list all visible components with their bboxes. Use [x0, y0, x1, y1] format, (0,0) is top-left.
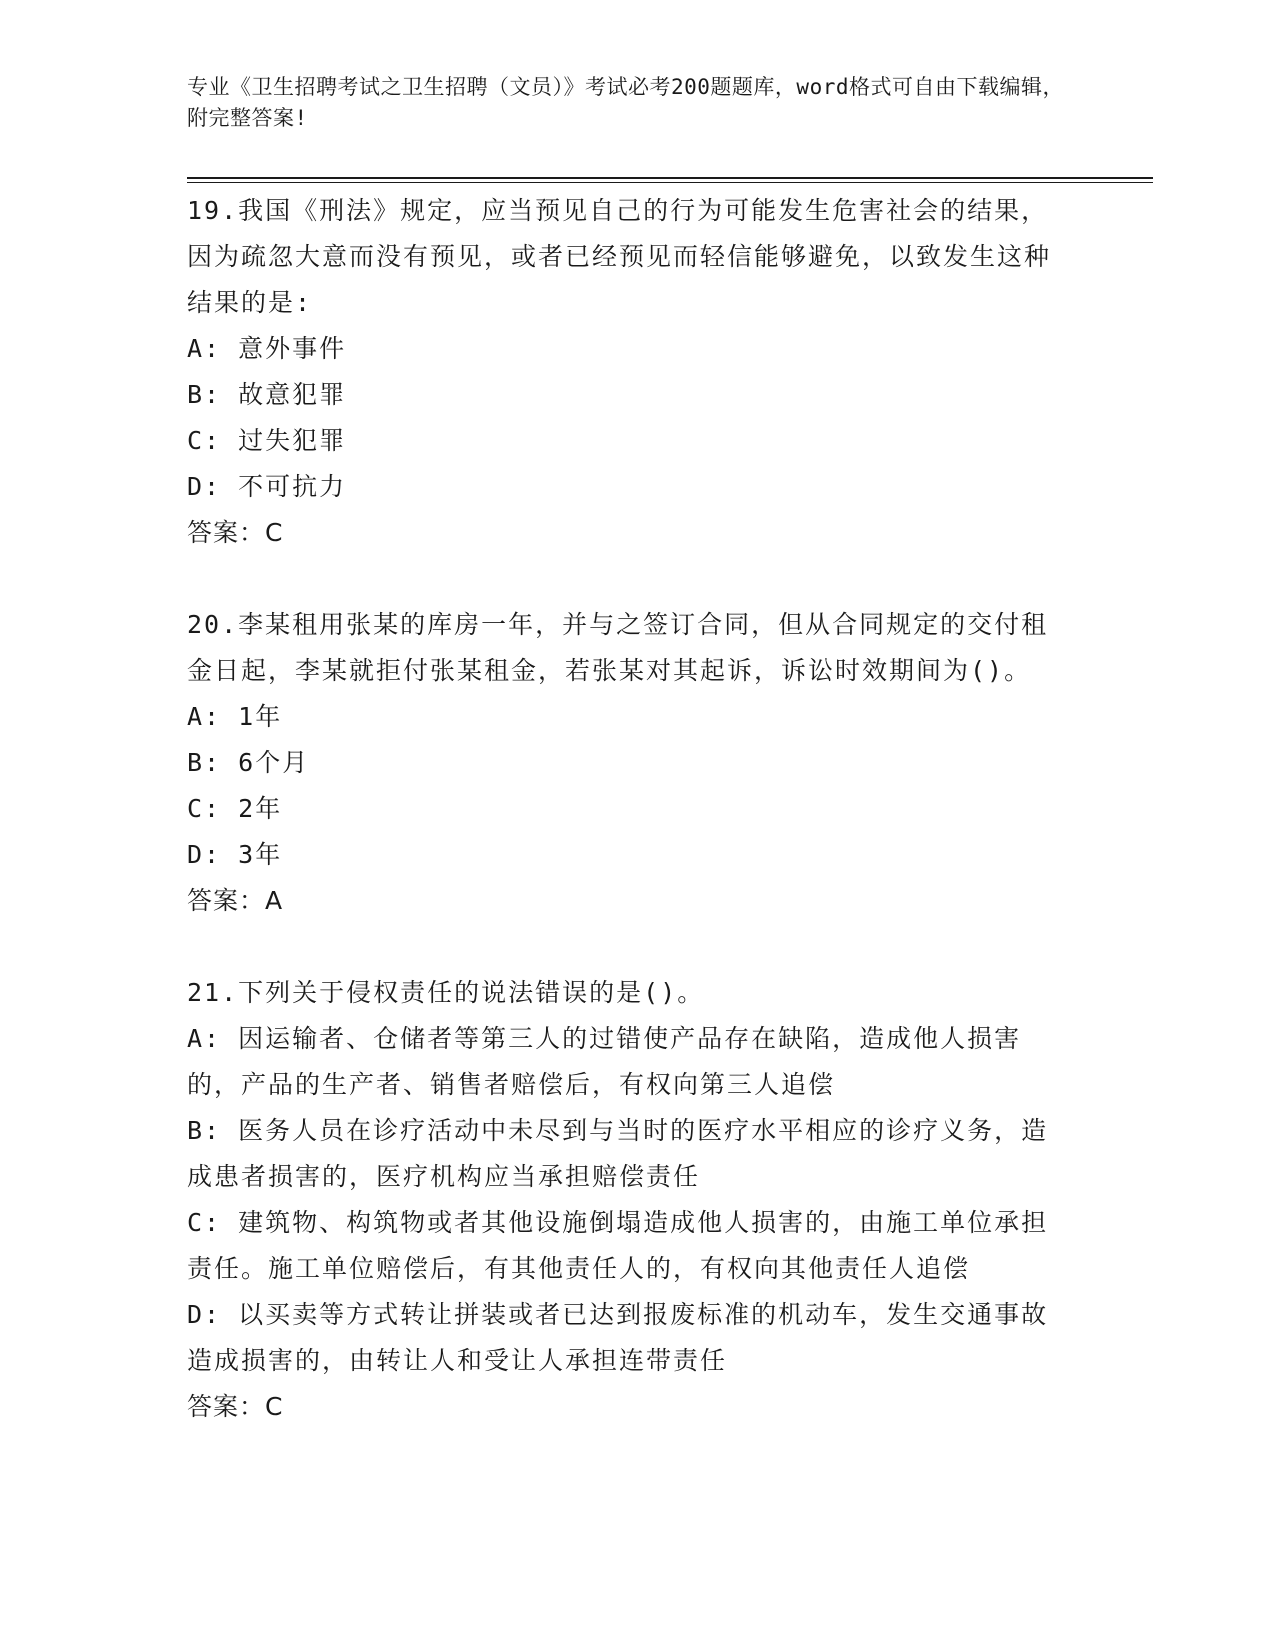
header-divider-thin	[187, 182, 1153, 183]
answer: 答案：A	[187, 886, 284, 915]
answer: 答案：C	[187, 1392, 284, 1421]
option-b: B: 6个月	[187, 748, 310, 777]
option-d: D: 不可抗力	[187, 472, 347, 501]
option-a: A: 因运输者、仓储者等第三人的过错使产品存在缺陷，造成他人损害的，产品的生产者、销售者赔偿后，有权向第三人追偿	[187, 1024, 1022, 1099]
option-b: B: 故意犯罪	[187, 380, 347, 409]
question-stem: 19.我国《刑法》规定，应当预见自己的行为可能发生危害社会的结果，因为疏忽大意而没有预见，或者已经预见而轻信能够避免，以致发生这种结果的是:	[187, 196, 1052, 317]
question-20	[187, 602, 1067, 924]
question-list	[187, 188, 1067, 1476]
option-a: A: 意外事件	[187, 334, 347, 363]
option-a: A: 1年	[187, 702, 283, 731]
option-c: C: 建筑物、构筑物或者其他设施倒塌造成他人损害的，由施工单位承担责任。施工单位赔偿后，有其他责任人的，有权向其他责任人追偿	[187, 1208, 1049, 1283]
question-21	[187, 970, 1067, 1430]
option-b: B: 医务人员在诊疗活动中未尽到与当时的医疗水平相应的诊疗义务，造成患者损害的，医疗机构应当承担赔偿责任	[187, 1116, 1049, 1191]
option-c: C: 过失犯罪	[187, 426, 347, 455]
question-19	[187, 188, 1067, 556]
answer: 答案：C	[187, 518, 284, 547]
option-d: D: 以买卖等方式转让拼装或者已达到报废标准的机动车，发生交通事故造成损害的，由转让人和受让人承担连带责任	[187, 1300, 1049, 1375]
header-divider-thick	[187, 177, 1153, 179]
question-stem: 21.下列关于侵权责任的说法错误的是()。	[187, 978, 705, 1007]
option-d: D: 3年	[187, 840, 283, 869]
option-c: C: 2年	[187, 794, 283, 823]
document-header: 专业《卫生招聘考试之卫生招聘（文员）》考试必考200题题库，word格式可自由下载编辑，附完整答案!	[187, 75, 1064, 130]
question-stem: 20.李某租用张某的库房一年，并与之签订合同，但从合同规定的交付租金日起，李某就拒付张某租金，若张某对其起诉，诉讼时效期间为()。	[187, 610, 1049, 685]
